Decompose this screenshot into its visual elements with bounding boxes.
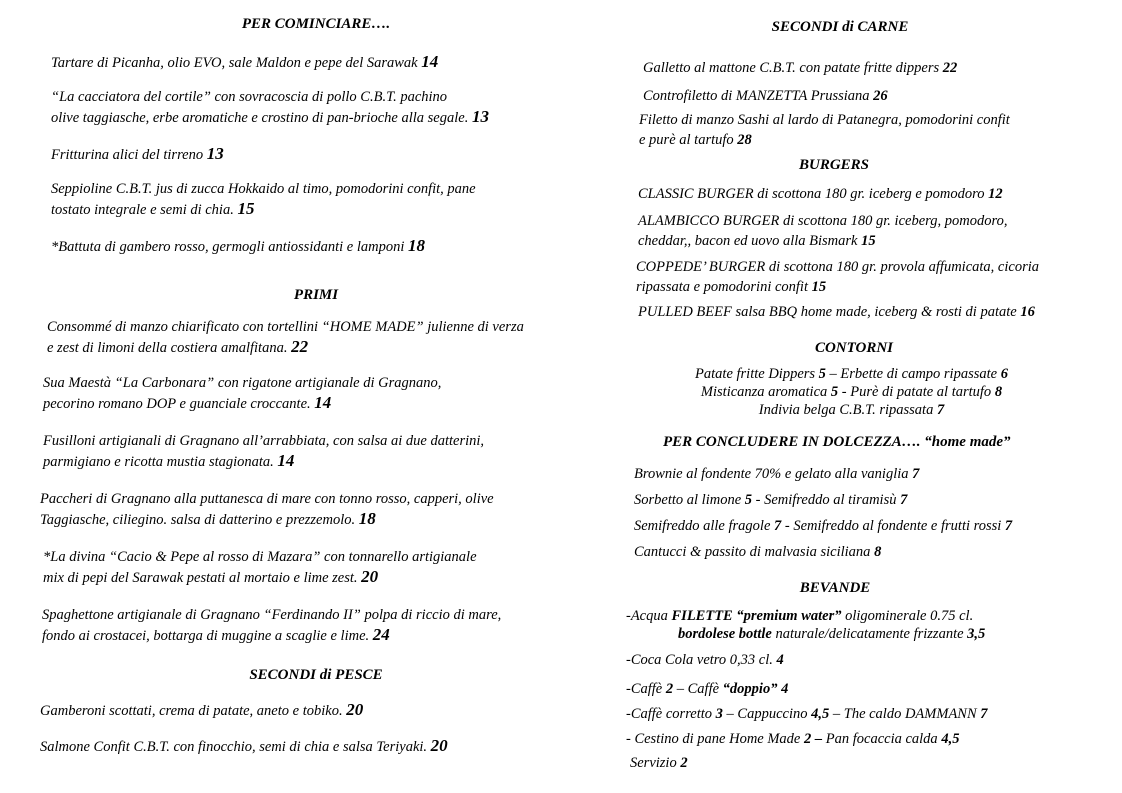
contorni-list: Patate fritte Dippers 5 – Erbette di campo ripassate 6 Misticanza aromatica 5 - Purè di patate al tartufo 8 Indivia belga C.B.T. ripassata 7 [695, 366, 1008, 418]
menu-item: CLASSIC BURGER di scottona 180 gr. iceberg e pomodoro 12 [638, 186, 1003, 202]
menu-item: Consommé di manzo chiarificato con tortellini “HOME MADE” julienne di verza e zest di limoni della costiera amalfitana. 22 [47, 319, 524, 356]
section-title-contorni: CONTORNI [814, 340, 894, 356]
section-title-per-cominciare: PER COMINCIARE…. [241, 16, 391, 32]
menu-item: “La cacciatora del cortile” con sovracoscia di pollo C.B.T. pachino olive taggiasche, erbe aromatiche e crostino di pan-brioche alla segale. 13 [51, 89, 489, 126]
menu-item: Brownie al fondente 70% e gelato alla vaniglia 7 [634, 466, 920, 482]
menu-item: *La divina “Cacio & Pepe al rosso di Mazara” con tonnarello artigianale mix di pepi del Sarawak pestati al mortaio e lime zest. 20 [43, 549, 477, 586]
menu-item: -Caffè 2 – Caffè “doppio” 4 [626, 681, 789, 697]
menu-item: ALAMBICCO BURGER di scottona 180 gr. iceberg, pomodoro, cheddar,, bacon ed uovo alla Bismark 15 [638, 213, 1008, 249]
menu-item: Salmone Confit C.B.T. con finocchio, semi di chia e salsa Teriyaki. 20 [40, 736, 448, 755]
menu-item: Cantucci & passito di malvasia siciliana 8 [634, 544, 882, 560]
menu-item: Galletto al mattone C.B.T. con patate fritte dippers 22 [643, 60, 958, 76]
menu-item: -Caffè corretto 3 – Cappuccino 4,5 – The caldo DAMMANN 7 [626, 706, 988, 722]
menu-item: *Battuta di gambero rosso, germogli antiossidanti e lamponi 18 [51, 236, 425, 255]
section-title-secondi-pesce: SECONDI di PESCE [249, 667, 383, 683]
menu-item: Seppioline C.B.T. jus di zucca Hokkaido al timo, pomodorini confit, pane tostato integrale e semi di chia. 15 [51, 181, 476, 218]
section-title-dolci: PER CONCLUDERE IN DOLCEZZA…. “home made” [663, 434, 1011, 450]
section-title-primi: PRIMI [293, 287, 339, 303]
menu-item: - Cestino di pane Home Made 2 – Pan focaccia calda 4,5 [626, 731, 960, 747]
menu-item: Sua Maestà “La Carbonara” con rigatone artigianale di Gragnano, pecorino romano DOP e guanciale croccante. 14 [43, 375, 442, 412]
menu-item: Controfiletto di MANZETTA Prussiana 26 [643, 88, 888, 104]
menu-item: Spaghettone artigianale di Gragnano “Ferdinando II” polpa di riccio di mare, fondo ai crostacei, bottarga di muggine a scaglie e lime. 24 [42, 607, 502, 644]
menu-item: -Acqua FILETTE “premium water” oligominerale 0.75 cl. bordolese bottle naturale/delicatamente frizzante 3,5 [626, 608, 986, 642]
menu-item: PULLED BEEF salsa BBQ home made, iceberg & rosti di patate 16 [638, 304, 1035, 320]
section-title-secondi-carne: SECONDI di CARNE [771, 19, 909, 35]
section-title-bevande: BEVANDE [799, 580, 871, 596]
menu-item: Gamberoni scottati, crema di patate, aneto e tobiko. 20 [40, 700, 364, 719]
menu-item: Servizio 2 [630, 755, 688, 771]
menu-item: Fusilloni artigianali di Gragnano all’arrabbiata, con salsa ai due datterini, parmigiano e ricotta mustia stagionata. 14 [43, 433, 485, 470]
menu-item: Sorbetto al limone 5 - Semifreddo al tiramisù 7 [634, 492, 908, 508]
menu-item: COPPEDE’ BURGER di scottona 180 gr. provola affumicata, cicoria ripassata e pomodorini confit 15 [636, 259, 1039, 295]
menu-item: Tartare di Picanha, olio EVO, sale Maldon e pepe del Sarawak 14 [51, 52, 439, 71]
menu-item: Semifreddo alle fragole 7 - Semifreddo al fondente e frutti rossi 7 [634, 518, 1013, 534]
menu-item: Paccheri di Gragnano alla puttanesca di mare con tonno rosso, capperi, olive Taggiasche, ciliegino. salsa di datterino e prezzemolo. 18 [40, 491, 494, 528]
menu-item: Filetto di manzo Sashi al lardo di Patanegra, pomodorini confit e purè al tartufo 28 [639, 112, 1010, 148]
section-title-burgers: BURGERS [798, 157, 870, 173]
menu-item: -Coca Cola vetro 0,33 cl. 4 [626, 652, 784, 668]
menu-item: Fritturina alici del tirreno 13 [51, 144, 224, 163]
